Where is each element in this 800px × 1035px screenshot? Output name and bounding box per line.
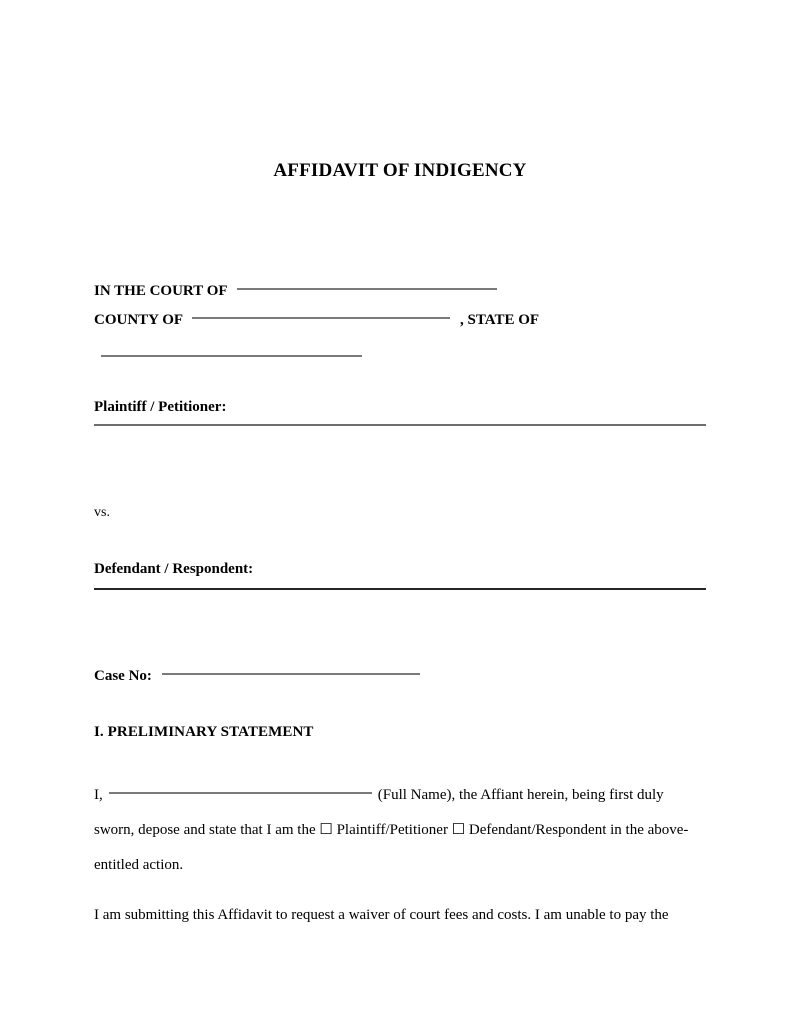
affiant-intro-suffix: in the above-entitled action.	[94, 822, 689, 873]
state-line	[94, 350, 706, 368]
state-label: , STATE OF	[459, 312, 540, 328]
option-label-plaintiff-petitioner: Plaintiff/Petitioner	[336, 822, 448, 838]
affiant-intro-prefix: I,	[94, 787, 103, 803]
option-label-defendant-respondent: Defendant/Respondent	[468, 822, 607, 838]
county-blank-field[interactable]	[192, 317, 450, 319]
checkbox-defendant-respondent[interactable]: ☐	[451, 822, 466, 838]
case-no-blank-field[interactable]	[162, 673, 420, 675]
county-line	[94, 313, 706, 328]
state-blank-field[interactable]	[101, 355, 362, 357]
affiant-name-blank-field[interactable]	[109, 792, 372, 794]
case-no-label: Case No:	[94, 668, 152, 684]
versus-label: vs.	[94, 505, 110, 520]
section-heading-preliminary-statement: I. PRELIMINARY STATEMENT	[94, 724, 314, 740]
plaintiff-name-field[interactable]	[94, 424, 706, 426]
affiant-statement-paragraph	[94, 778, 706, 883]
page-title: AFFIDAVIT OF INDIGENCY	[273, 160, 527, 181]
plaintiff-label: Plaintiff / Petitioner:	[94, 399, 227, 415]
defendant-label: Defendant / Respondent:	[94, 561, 254, 577]
case-number-line	[94, 669, 706, 684]
court-blank-field[interactable]	[237, 288, 497, 290]
checkbox-plaintiff-petitioner[interactable]: ☐	[319, 822, 333, 838]
court-label: IN THE COURT OF	[94, 283, 227, 299]
waiver-request-paragraph: I am submitting this Affidavit to request a waiver of court fees and costs. I am unable to pay the	[94, 907, 669, 923]
court-line	[94, 284, 706, 299]
defendant-name-field[interactable]	[94, 588, 706, 590]
affiant-intro-mid: (Full Name), the Affiant herein, being first duly sworn, depose and state that I am the	[94, 787, 664, 838]
county-label: COUNTY OF	[94, 312, 183, 328]
